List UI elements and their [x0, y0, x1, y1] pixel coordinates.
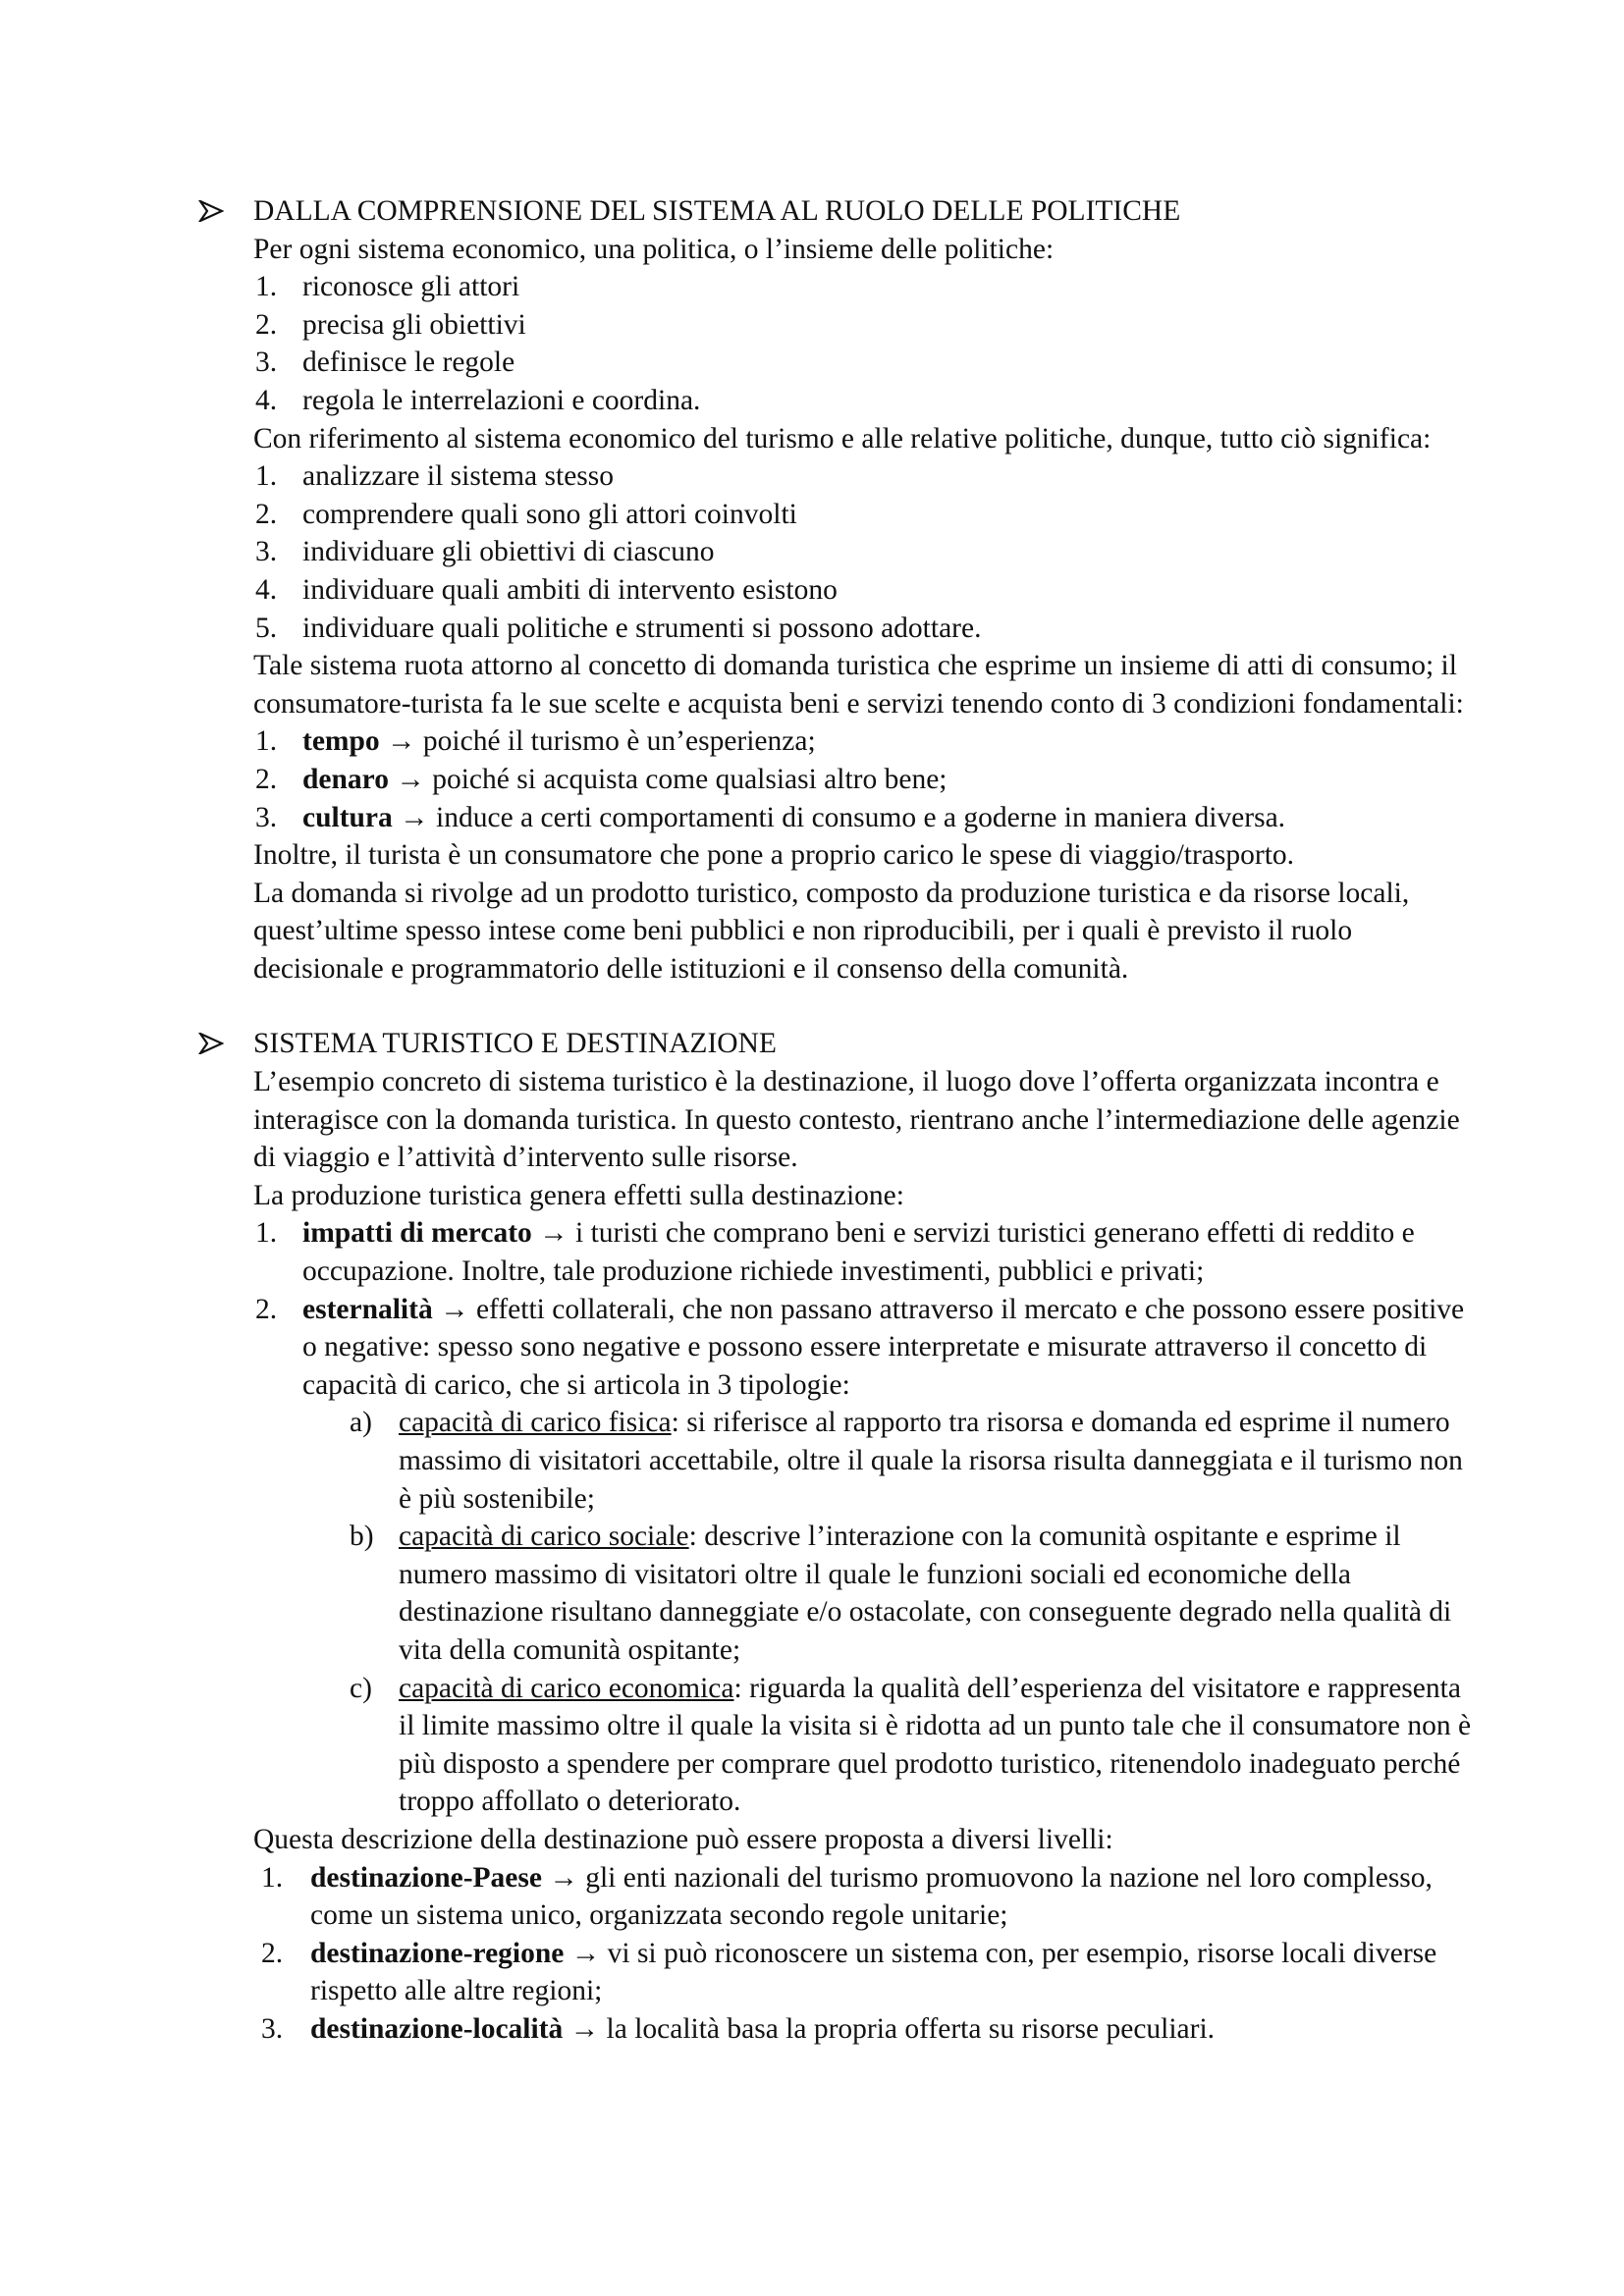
list-item: 3. destinazione-località → la località basa la propria offerta su risorse peculiari.	[261, 2012, 1216, 2045]
list-item: 2. precisa gli obiettivi	[255, 308, 526, 341]
ordered-list	[253, 1859, 1475, 2049]
paragraph: L’esempio concreto di sistema turistico è la destinazione, il luogo dove l’offerta organizzata incontra e interagisce con la domanda turistica. In questo contesto, rientrano anche l’intermediazione delle agenzie di viaggio e l’attività d’intervento sulle risorse.	[253, 1066, 1460, 1174]
list-item: 5. individuare quali politiche e strumenti si possono adottare.	[255, 612, 982, 644]
list-item: 3. definisce le regole	[255, 347, 515, 379]
sublist-item: b) capacità di carico sociale: descrive l’interazione con la comunità ospitante e esprime il numero massimo di visitatori oltre il quale le funzioni sociali ed economiche della destinazione risultano danneggiate e/o ostacolate, con conseguente degrado nella qualità di vita della comunità ospitante;	[350, 1521, 1452, 1666]
list-item: 2. denaro → poiché si acquista come qualsiasi altro bene;	[255, 763, 947, 795]
section-destinazione	[198, 1025, 1475, 2048]
paragraph: La domanda si rivolge ad un prodotto turistico, composto da produzione turistica e da risorse locali, quest’ultime spesso intese come beni pubblici e non riproducibili, per i quali è previsto il ruolo decisionale e programmatorio delle istituzioni e il consenso della comunità.	[253, 877, 1410, 985]
ordered-list	[253, 457, 1475, 647]
ordered-list	[253, 1214, 1475, 1404]
section-heading	[198, 1025, 1475, 1063]
ordered-sublist	[253, 1404, 1475, 1821]
arrow-bullet-icon	[198, 1033, 224, 1054]
list-item: 1. destinazione-Paese → gli enti nazionali del turismo promuovono la nazione nel loro complesso, come un sistema unico, organizzata secondo regole unitarie;	[261, 1861, 1433, 1932]
heading-text: DALLA COMPRENSIONE DEL SISTEMA AL RUOLO DELLE POLITICHE	[253, 195, 1181, 227]
list-item: 2. esternalità → effetti collaterali, che non passano attraverso il mercato e che possono essere positive o negative: spesso sono negative e possono essere interpretate e misurate attraverso il concetto di capacità di carico, che si articola in 3 tipologie:	[255, 1293, 1465, 1401]
list-item: 1. analizzare il sistema stesso	[255, 460, 615, 493]
document-content	[198, 192, 1475, 2086]
paragraph: Con riferimento al sistema economico del turismo e alle relative politiche, dunque, tutto ciò significa:	[253, 422, 1432, 454]
section-heading	[198, 192, 1475, 231]
ordered-list	[253, 268, 1475, 419]
paragraph: Questa descrizione della destinazione può essere proposta a diversi livelli:	[253, 1823, 1113, 1855]
paragraph: Inoltre, il turista è un consumatore che pone a proprio carico le spese di viaggio/trasporto.	[253, 839, 1295, 872]
sublist-item: c) capacità di carico economica: riguarda la qualità dell’esperienza del visitatore e rappresenta il limite massimo oltre il quale la visita si è ridotta ad un punto tale che il consumatore non è più disposto a spendere per comprare quel prodotto turistico, ritenendolo inadeguato perché troppo affollato o deteriorato.	[350, 1672, 1472, 1818]
list-item: 2. destinazione-regione → vi si può riconoscere un sistema con, per esempio, risorse locali diverse rispetto alle altre regioni;	[261, 1937, 1437, 2007]
section-politiche	[198, 192, 1475, 988]
list-item: 3. individuare gli obiettivi di ciascuno	[255, 536, 715, 568]
list-item: 2. comprendere quali sono gli attori coinvolti	[255, 498, 797, 530]
paragraph: La produzione turistica genera effetti sulla destinazione:	[253, 1179, 904, 1211]
list-item: 1. riconosce gli attori	[255, 271, 520, 303]
arrow-bullet-icon	[198, 200, 224, 222]
paragraph: Tale sistema ruota attorno al concetto di domanda turistica che esprime un insieme di atti di consumo; il consumatore-turista fa le sue scelte e acquista beni e servizi tenendo conto di 3 condizioni fondamentali:	[253, 650, 1464, 720]
paragraph: Per ogni sistema economico, una politica, o l’insieme delle politiche:	[253, 233, 1055, 265]
list-item: 1. tempo → poiché il turismo è un’esperienza;	[255, 725, 816, 758]
sublist-item: a) capacità di carico fisica: si riferisce al rapporto tra risorsa e domanda ed esprime il numero massimo di visitatori accettabile, oltre il quale la risorsa risulta danneggiata e il turismo non è più sostenibile;	[350, 1407, 1463, 1515]
heading-text: SISTEMA TURISTICO E DESTINAZIONE	[253, 1028, 777, 1060]
list-item: 1. impatti di mercato → i turisti che comprano beni e servizi turistici generano effetti di reddito e occupazione. Inoltre, tale produzione richiede investimenti, pubblici e privati;	[255, 1217, 1415, 1288]
ordered-list	[253, 722, 1475, 836]
list-item: 3. cultura → induce a certi comportamenti di consumo e a goderne in maniera diversa.	[255, 801, 1286, 833]
list-item: 4. regola le interrelazioni e coordina.	[255, 384, 701, 416]
list-item: 4. individuare quali ambiti di intervento esistono	[255, 573, 838, 606]
